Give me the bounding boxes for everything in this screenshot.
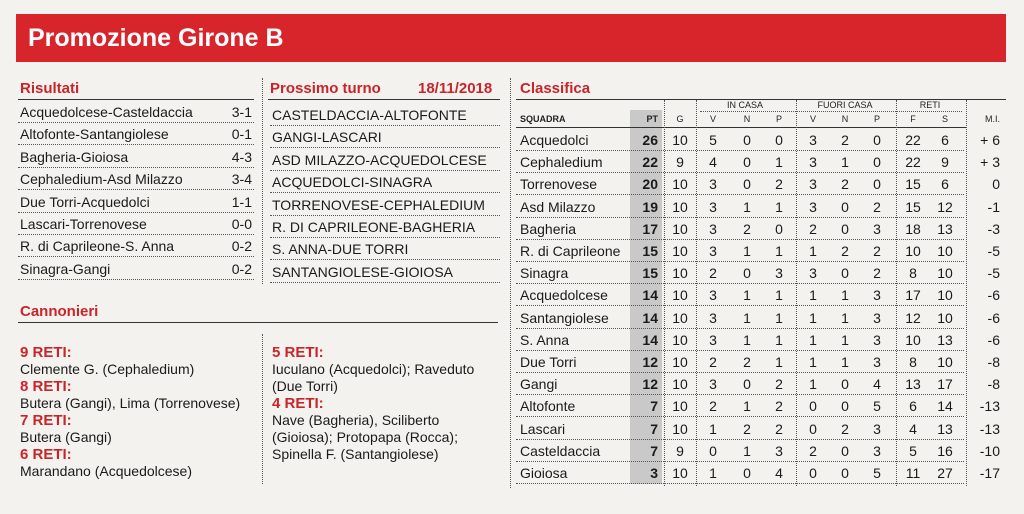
column-header-team: SQUADRA — [520, 114, 566, 124]
standing-hn: 1 — [743, 287, 751, 304]
standing-ap: 4 — [873, 376, 881, 393]
standing-s: 27 — [937, 465, 953, 481]
standing-f: 22 — [905, 132, 921, 148]
standing-team: S. Anna — [520, 331, 570, 348]
standing-pt: 12 — [630, 373, 662, 394]
standing-hp: 1 — [775, 354, 783, 370]
standing-pt: 7 — [630, 440, 662, 461]
standing-an: 1 — [841, 354, 849, 370]
scorers-right — [272, 344, 502, 463]
standing-pt: 12 — [630, 351, 662, 372]
result-score: 0-0 — [231, 216, 252, 232]
standing-av: 1 — [809, 309, 817, 326]
standing-hp: 2 — [775, 376, 783, 393]
standing-g: 10 — [672, 420, 688, 437]
standing-g: 10 — [672, 198, 688, 215]
standing-av: 1 — [809, 331, 817, 348]
standing-s: 9 — [941, 154, 949, 171]
standing-hn: 0 — [743, 176, 751, 193]
standing-an: 2 — [841, 420, 849, 437]
standing-an: 0 — [841, 220, 849, 237]
standing-f: 4 — [909, 420, 917, 437]
result-score: 1-1 — [231, 193, 252, 210]
standing-av: 0 — [809, 398, 817, 415]
standing-pt: 17 — [630, 218, 662, 239]
result-row — [18, 123, 254, 145]
standing-hn: 0 — [743, 265, 751, 282]
scorers-goals: 5 RETI: — [272, 344, 324, 361]
result-match: Acquedolcese-Casteldaccia — [20, 104, 193, 120]
standing-team: Casteldaccia — [520, 442, 601, 459]
column-header-s: S — [941, 114, 948, 124]
column-divider — [262, 78, 263, 284]
standing-pt: 7 — [630, 418, 662, 439]
standing-an: 1 — [841, 154, 849, 171]
fixture-row: SANTANGIOLESE-GIOIOSA — [270, 261, 500, 283]
standing-f: 22 — [905, 154, 921, 171]
standing-an: 2 — [841, 243, 849, 259]
standing-pt: 14 — [630, 284, 662, 305]
standing-hn: 2 — [743, 220, 751, 237]
result-match: R. di Caprileone-S. Anna — [20, 238, 175, 255]
result-score: 4-3 — [231, 148, 252, 165]
standing-g: 10 — [672, 287, 688, 304]
standing-hv: 2 — [709, 398, 717, 415]
cannonieri-heading: Cannonieri — [20, 303, 99, 320]
standing-hv: 1 — [709, 465, 717, 481]
standing-f: 11 — [905, 465, 921, 481]
standing-team: Altofonte — [520, 398, 576, 415]
standing-hn: 0 — [743, 132, 751, 148]
standing-hp: 1 — [775, 287, 783, 304]
standing-g: 10 — [672, 243, 688, 259]
standing-pt: 19 — [630, 196, 662, 217]
standing-ap: 2 — [873, 265, 881, 282]
column-header-g: G — [676, 114, 684, 124]
standing-s: 13 — [937, 420, 953, 437]
standing-g: 10 — [672, 176, 688, 193]
standing-av: 0 — [809, 465, 817, 481]
standing-g: 10 — [672, 465, 688, 481]
standing-an: 1 — [841, 287, 849, 304]
standing-an: 0 — [841, 376, 849, 393]
prossimo-rule — [268, 99, 500, 100]
standing-mi: 0 — [992, 176, 1000, 193]
standing-hp: 1 — [775, 331, 783, 348]
standing-hv: 3 — [709, 220, 717, 237]
fixture-row: R. DI CAPRILEONE-BAGHERIA — [270, 216, 500, 238]
standing-s: 14 — [937, 398, 953, 415]
result-match: Bagheria-Gioiosa — [20, 148, 129, 165]
scorers-names: (Gioiosa); Protopapa (Rocca); — [272, 429, 458, 445]
standing-g: 10 — [672, 398, 688, 415]
standing-mi: -1 — [987, 198, 1000, 215]
standing-ap: 0 — [873, 154, 881, 171]
standing-an: 0 — [841, 465, 849, 481]
standing-mi: -13 — [979, 420, 1000, 437]
cannonieri-rule — [18, 322, 498, 323]
result-row — [18, 213, 254, 235]
standing-hp: 2 — [775, 398, 783, 415]
standing-av: 0 — [809, 420, 817, 437]
standing-an: 2 — [841, 176, 849, 193]
standing-f: 18 — [905, 220, 921, 237]
standing-av: 2 — [809, 220, 817, 237]
standing-mi: -17 — [979, 465, 1000, 481]
standing-ap: 3 — [873, 331, 881, 348]
column-header-an: N — [841, 114, 849, 124]
fixture-row: ASD MILAZZO-ACQUEDOLCESE — [270, 149, 500, 171]
standing-team: Torrenovese — [520, 176, 598, 193]
standing-pt: 15 — [630, 240, 662, 261]
result-match: Sinagra-Gangi — [20, 260, 111, 277]
table-column-divider — [796, 100, 797, 486]
standing-team: Lascari — [520, 420, 566, 437]
scorers-names: (Due Torri) — [272, 378, 338, 394]
standing-hv: 3 — [709, 198, 717, 215]
standing-mi: -8 — [987, 354, 1000, 370]
standing-ap: 2 — [873, 198, 881, 215]
standing-mi: + 6 — [980, 132, 1000, 148]
standing-f: 17 — [905, 287, 921, 304]
standing-g: 10 — [672, 220, 688, 237]
standing-ap: 3 — [873, 420, 881, 437]
scorers-goals: 6 RETI: — [20, 446, 72, 463]
standing-s: 10 — [937, 243, 953, 259]
table-column-divider — [664, 100, 665, 486]
standing-mi: -5 — [987, 265, 1000, 282]
standing-hn: 1 — [743, 442, 751, 459]
standing-av: 3 — [809, 176, 817, 193]
standing-an: 0 — [841, 265, 849, 282]
scorers-goals: 4 RETI: — [272, 395, 324, 412]
standing-hn: 2 — [743, 354, 751, 370]
standing-s: 12 — [937, 198, 953, 215]
result-match: Altofonte-Santangiolese — [20, 126, 169, 143]
standing-s: 10 — [937, 309, 953, 326]
standing-mi: -10 — [979, 442, 1000, 459]
standing-hv: 2 — [709, 354, 717, 370]
standing-hp: 3 — [775, 442, 783, 459]
fixture-row: ACQUEDOLCI-SINAGRA — [270, 171, 500, 193]
standing-hn: 1 — [743, 309, 751, 326]
standing-ap: 3 — [873, 220, 881, 237]
standing-mi: -3 — [987, 220, 1000, 237]
standing-ap: 3 — [873, 309, 881, 326]
standing-f: 10 — [905, 331, 921, 348]
standing-s: 6 — [941, 176, 949, 193]
standing-f: 10 — [905, 243, 921, 259]
standing-av: 1 — [809, 243, 817, 259]
result-score: 0-1 — [231, 126, 252, 143]
standing-ap: 3 — [873, 354, 881, 370]
result-row — [18, 235, 254, 257]
table-column-divider — [966, 100, 967, 486]
standing-hn: 2 — [743, 420, 751, 437]
standing-an: 2 — [841, 132, 849, 148]
standing-av: 1 — [809, 354, 817, 370]
column-divider — [510, 78, 511, 488]
result-score: 3-4 — [231, 171, 252, 188]
fixture-row: S. ANNA-DUE TORRI — [270, 238, 500, 260]
result-row — [18, 146, 254, 168]
standing-hv: 3 — [709, 176, 717, 193]
standing-pt: 7 — [630, 395, 662, 416]
standing-team: Santangiolese — [520, 309, 609, 326]
group-reti: RETI — [919, 100, 941, 110]
standing-hp: 0 — [775, 132, 783, 148]
standing-av: 3 — [809, 198, 817, 215]
standing-s: 16 — [937, 442, 953, 459]
standing-g: 9 — [676, 154, 684, 171]
prossimo-heading: Prossimo turno — [270, 80, 381, 97]
column-header-mi: M.I. — [985, 114, 1000, 124]
standing-pt: 15 — [630, 262, 662, 283]
standing-g: 10 — [672, 265, 688, 282]
standing-av: 2 — [809, 442, 817, 459]
standing-f: 8 — [909, 354, 917, 370]
result-score: 0-2 — [231, 238, 252, 255]
standing-team: Acquedolci — [520, 132, 589, 148]
standing-hp: 4 — [775, 465, 783, 481]
result-match: Cephaledium-Asd Milazzo — [20, 171, 183, 188]
scorers-left — [20, 344, 256, 480]
standing-team: Asd Milazzo — [520, 198, 596, 215]
standing-ap: 5 — [873, 398, 881, 415]
standing-ap: 5 — [873, 465, 881, 481]
standing-g: 10 — [672, 309, 688, 326]
result-match: Due Torri-Acquedolci — [20, 193, 150, 210]
standing-hn: 0 — [743, 154, 751, 171]
standing-hv: 3 — [709, 331, 717, 348]
standing-g: 9 — [676, 442, 684, 459]
standing-f: 5 — [909, 442, 917, 459]
standing-hn: 1 — [743, 398, 751, 415]
standing-hp: 3 — [775, 265, 783, 282]
standing-hv: 5 — [709, 132, 717, 148]
scorers-goals: 7 RETI: — [20, 412, 72, 429]
standing-pt: 22 — [630, 151, 662, 172]
standing-ap: 0 — [873, 176, 881, 193]
standing-hn: 1 — [743, 243, 751, 259]
standing-f: 6 — [909, 398, 917, 415]
column-header-f: F — [910, 114, 916, 124]
standing-team: Due Torri — [520, 354, 577, 370]
column-header-hv: V — [709, 114, 716, 124]
standing-hp: 1 — [775, 243, 783, 259]
scorers-goals: 9 RETI: — [20, 344, 72, 361]
standing-hp: 1 — [775, 198, 783, 215]
standing-ap: 3 — [873, 442, 881, 459]
group-rule — [700, 111, 962, 112]
table-column-divider — [896, 100, 897, 486]
column-divider — [262, 334, 263, 484]
standing-av: 3 — [809, 132, 817, 148]
standing-an: 1 — [841, 309, 849, 326]
scorers-names: Clemente G. (Cephaledium) — [20, 361, 195, 377]
standing-s: 17 — [937, 376, 953, 393]
standing-mi: -6 — [987, 331, 1000, 348]
risultati-rule — [18, 99, 254, 100]
standing-mi: -8 — [987, 376, 1000, 393]
fixture-row: TORRENOVESE-CEPHALEDIUM — [270, 194, 500, 216]
standing-av: 1 — [809, 376, 817, 393]
standing-hn: 0 — [743, 465, 751, 481]
result-row — [18, 191, 254, 213]
standing-hn: 0 — [743, 376, 751, 393]
table-column-divider — [696, 100, 697, 486]
column-header-hn: N — [743, 114, 751, 124]
standing-pt: 26 — [630, 129, 662, 150]
standing-mi: + 3 — [980, 154, 1000, 171]
classifica-header-rule — [516, 127, 966, 128]
standing-av: 3 — [809, 154, 817, 171]
standing-f: 15 — [905, 176, 921, 193]
standing-an: 1 — [841, 331, 849, 348]
standing-f: 15 — [905, 198, 921, 215]
group-fuori-casa: FUORI CASA — [817, 100, 873, 110]
standing-team: Acquedolcese — [520, 287, 608, 304]
standing-team: Bagheria — [520, 220, 577, 237]
standing-hp: 2 — [775, 420, 783, 437]
standing-hv: 3 — [709, 376, 717, 393]
standing-ap: 0 — [873, 132, 881, 148]
fixture-row: CASTELDACCIA-ALTOFONTE — [270, 104, 500, 126]
standing-g: 10 — [672, 331, 688, 348]
standing-av: 1 — [809, 287, 817, 304]
standing-team: Sinagra — [520, 265, 569, 282]
standing-f: 12 — [905, 309, 921, 326]
standing-pt: 20 — [630, 173, 662, 194]
standing-hv: 0 — [709, 442, 717, 459]
page-title: Promozione Girone B — [28, 24, 284, 52]
standing-pt: 14 — [630, 329, 662, 350]
standing-hp: 1 — [775, 309, 783, 326]
standing-av: 3 — [809, 265, 817, 282]
standing-mi: -13 — [979, 398, 1000, 415]
standing-team: Gioiosa — [520, 465, 568, 481]
standing-mi: -5 — [987, 243, 1000, 259]
standing-g: 10 — [672, 376, 688, 393]
standing-mi: -6 — [987, 287, 1000, 304]
standing-team: Cephaledium — [520, 154, 603, 171]
column-header-ap: P — [873, 114, 880, 124]
result-score: 0-2 — [231, 260, 252, 277]
standing-hp: 1 — [775, 154, 783, 171]
prossimo-date: 18/11/2018 — [418, 80, 493, 97]
standing-hv: 3 — [709, 287, 717, 304]
standing-f: 13 — [905, 376, 921, 393]
scorers-names: Butera (Gangi) — [20, 429, 112, 445]
standing-pt: 3 — [630, 462, 662, 483]
standing-an: 0 — [841, 398, 849, 415]
standing-hv: 3 — [709, 243, 717, 259]
classifica-heading: Classifica — [520, 80, 591, 97]
standing-hv: 2 — [709, 265, 717, 282]
result-row — [18, 101, 254, 123]
fixture-row: GANGI-LASCARI — [270, 126, 500, 148]
standing-hv: 1 — [709, 420, 717, 437]
standing-s: 13 — [937, 331, 953, 348]
standing-hp: 0 — [775, 220, 783, 237]
standing-g: 10 — [672, 132, 688, 148]
standing-an: 0 — [841, 442, 849, 459]
standing-ap: 2 — [873, 243, 881, 259]
standing-g: 10 — [672, 354, 688, 370]
result-row — [18, 168, 254, 190]
standing-s: 13 — [937, 220, 953, 237]
standing-s: 10 — [937, 287, 953, 304]
standing-hv: 4 — [709, 154, 717, 171]
standing-hn: 1 — [743, 198, 751, 215]
standing-ap: 3 — [873, 287, 881, 304]
scorers-names: Iuculano (Acquedolci); Raveduto — [272, 361, 475, 377]
standing-s: 10 — [937, 265, 953, 282]
group-in-casa: IN CASA — [726, 100, 763, 110]
standing-team: Gangi — [520, 376, 558, 393]
standing-s: 10 — [937, 354, 953, 370]
scorers-names: Butera (Gangi), Lima (Torrenovese) — [20, 395, 241, 411]
risultati-heading: Risultati — [20, 80, 80, 97]
result-score: 3-1 — [231, 104, 252, 120]
standing-team: R. di Caprileone — [520, 243, 621, 259]
standing-hv: 3 — [709, 309, 717, 326]
scorers-names: Nave (Bagheria), Sciliberto — [272, 412, 440, 428]
result-match: Lascari-Torrenovese — [20, 216, 147, 232]
page-title-banner — [16, 14, 1006, 62]
scorers-goals: 8 RETI: — [20, 378, 72, 395]
column-header-av: V — [809, 114, 816, 124]
standing-hp: 2 — [775, 176, 783, 193]
column-header-hp: P — [775, 114, 782, 124]
standing-f: 8 — [909, 265, 917, 282]
standing-s: 6 — [941, 132, 949, 148]
standing-an: 0 — [841, 198, 849, 215]
standing-hn: 1 — [743, 331, 751, 348]
scorers-names: Spinella F. (Santangiolese) — [272, 446, 439, 462]
scorers-names: Marandano (Acquedolcese) — [20, 463, 192, 479]
standing-mi: -6 — [987, 309, 1000, 326]
standing-pt: 14 — [630, 307, 662, 328]
column-header-pt: PT — [646, 114, 658, 124]
result-row — [18, 258, 254, 280]
